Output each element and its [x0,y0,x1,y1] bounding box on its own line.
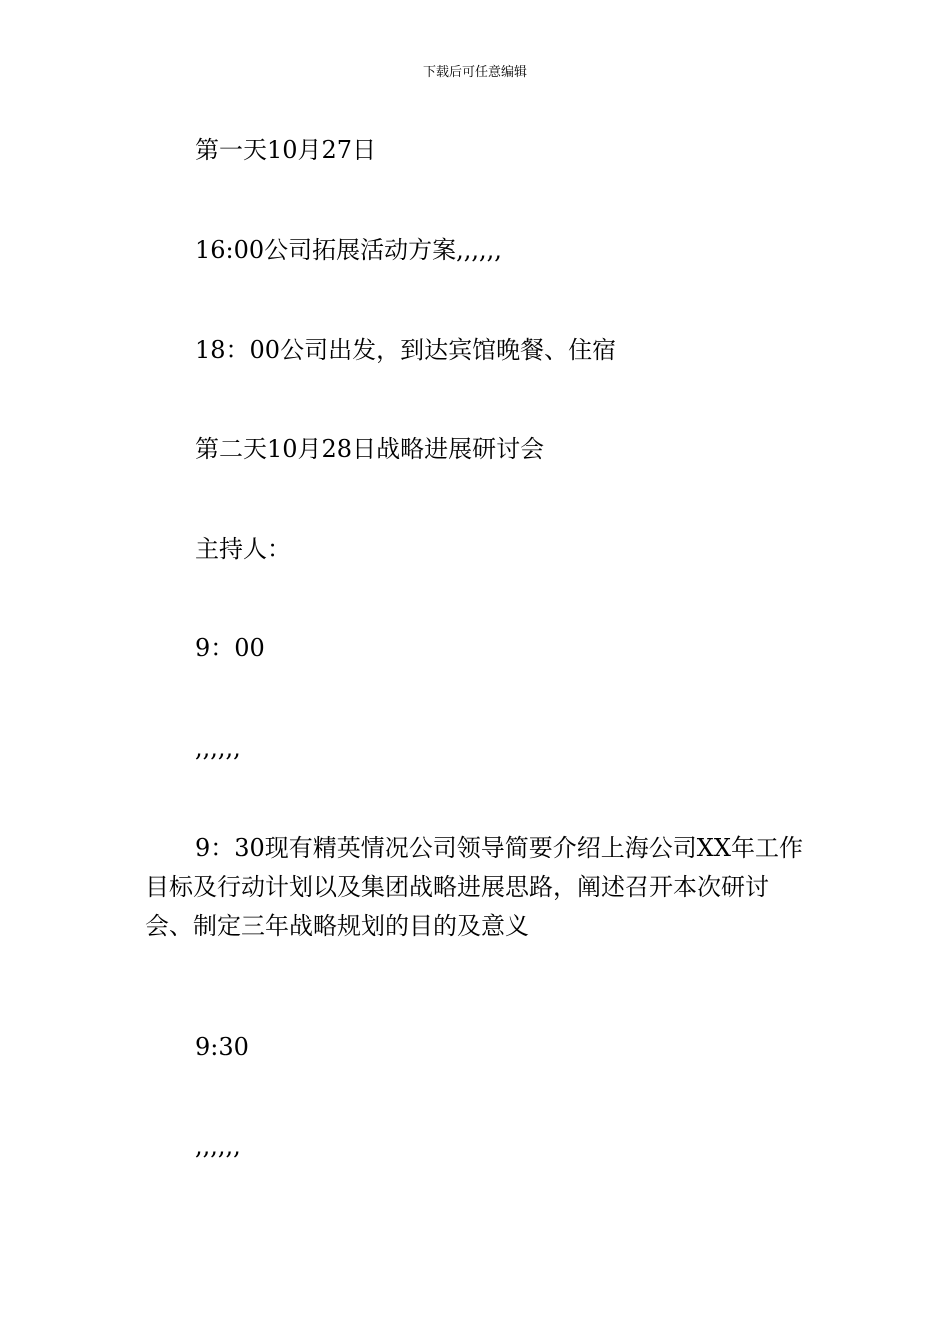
paragraph-day-two: 第二天10月28日战略进展研讨会 [195,435,545,463]
paragraph-time-930: 9:30 [195,1033,249,1061]
paragraph-time-900: 9：00 [195,634,265,662]
paragraph-ellipsis-1: ,,,,,, [195,734,241,762]
paragraph-host: 主持人： [195,535,291,563]
paragraph-930-intro: 9：30现有精英情况公司领导简要介绍上海公司XX年工作目标及行动计划以及集团战略进展思路，阐述召开本次研讨会、制定三年战略规划的目的及意义 [145,834,803,940]
paragraph-ellipsis-2: ,,,,,, [195,1132,241,1160]
paragraph-1800-departure: 18：00公司出发，到达宾馆晚餐、住宿 [195,336,617,364]
paragraph-day-one: 第一天10月27日 [195,136,377,164]
paragraph-1600-activity: 16:00公司拓展活动方案,,,,,, [195,236,502,264]
page-header: 下载后可任意编辑 [422,65,527,80]
